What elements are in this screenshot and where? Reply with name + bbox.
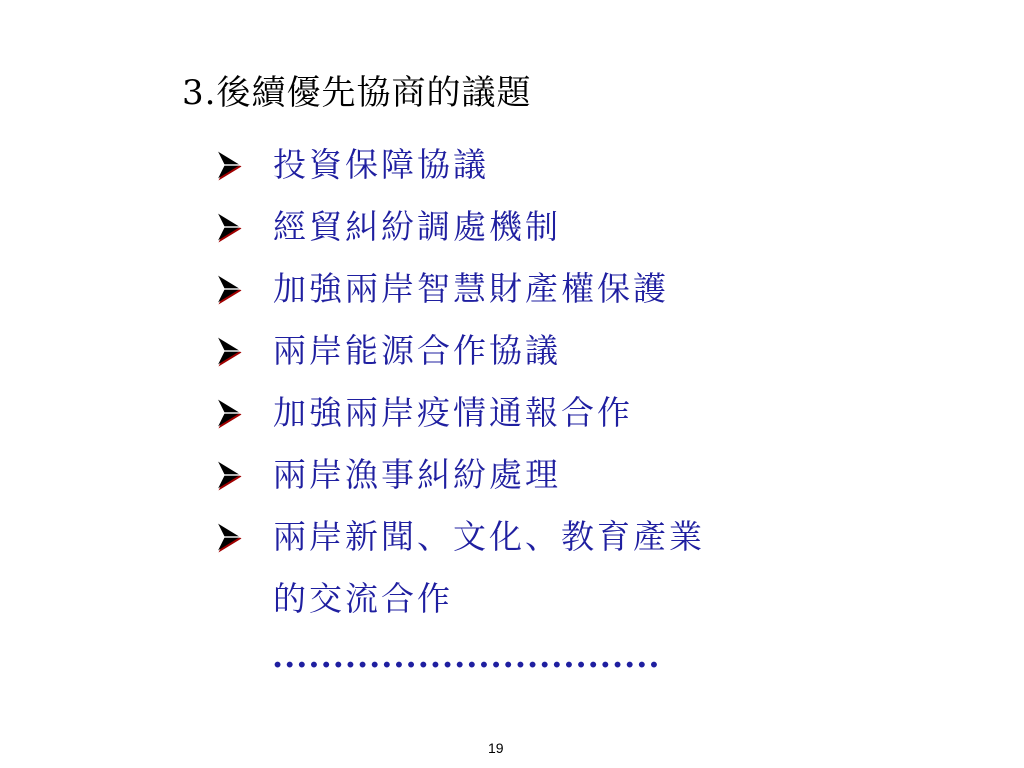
ellipsis-dots: ................................ xyxy=(272,637,661,675)
bullet-label: 經貿糾紛調處機制 xyxy=(273,207,561,246)
arrow-bullet-icon xyxy=(213,210,243,244)
arrow-bullet-icon xyxy=(213,396,243,430)
bullet-item xyxy=(213,444,705,506)
bullet-label: 兩岸漁事糾紛處理 xyxy=(273,455,561,494)
bullet-label: 投資保障協議 xyxy=(273,145,489,184)
arrow-bullet-icon xyxy=(213,334,243,368)
bullet-item xyxy=(213,382,705,444)
bullet-item xyxy=(213,196,705,258)
bullet-label: 兩岸新聞、文化、教育產業 xyxy=(273,517,705,556)
arrow-bullet-icon xyxy=(213,520,243,554)
arrow-bullet-icon xyxy=(213,458,243,492)
arrow-bullet-icon xyxy=(213,148,243,182)
bullet-list xyxy=(213,134,705,630)
bullet-label: 加強兩岸疫情通報合作 xyxy=(273,393,633,432)
bullet-label: 兩岸能源合作協議 xyxy=(273,331,561,370)
bullet-item xyxy=(213,134,705,196)
bullet-item xyxy=(213,320,705,382)
bullet-item xyxy=(213,506,705,630)
page-number: 19 xyxy=(488,740,504,756)
bullet-label-continuation: 的交流合作 xyxy=(273,579,453,618)
bullet-item xyxy=(213,258,705,320)
bullet-label: 加強兩岸智慧財產權保護 xyxy=(273,269,669,308)
arrow-bullet-icon xyxy=(213,272,243,306)
slide-heading: 3.後續優先協商的議題 xyxy=(182,73,532,113)
